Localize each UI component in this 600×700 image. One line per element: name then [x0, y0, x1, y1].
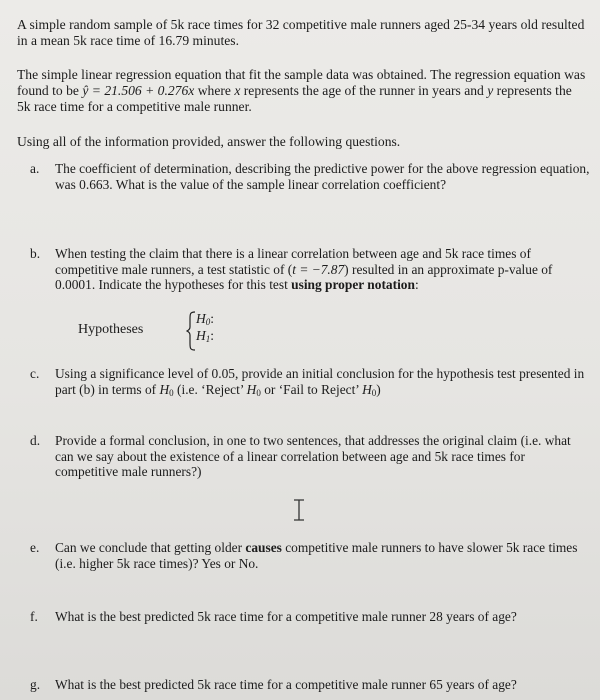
test-statistic: t = −7.87: [292, 261, 345, 277]
question-e-letter: e.: [30, 540, 40, 555]
var-y: y: [487, 83, 494, 98]
question-b-text: When testing the claim that there is a linear correlation between age and 5k race times of competitive male runners, a test statistic of (t = −7.87) resulted in an approximate p-value of 0.0001. Indicate the hypotheses for this test using proper notation:: [55, 246, 553, 293]
question-g-letter: g.: [30, 677, 41, 692]
h0-null-hypothesis: $H_0$:: [196, 311, 215, 327]
intro-text-2b: where: [194, 83, 235, 98]
question-a-letter: a.: [30, 161, 40, 176]
intro-text-3: Using all of the information provided, answer the following questions.: [17, 134, 401, 149]
intro-paragraph-1: [17, 17, 587, 49]
intro-text-2d: represents the 5k race time for a competitive male runner.: [17, 83, 572, 114]
question-f-letter: f.: [30, 609, 38, 624]
bold-proper-notation: using proper notation: [291, 277, 415, 293]
question-c-letter: c.: [30, 366, 40, 381]
question-f-text: What is the best predicted 5k race time for a competitive male runner 28 years of age?: [55, 609, 517, 624]
intro-paragraph-3: [17, 134, 587, 150]
intro-text-1: A simple random sample of 5k race times for 32 competitive male runners aged 25-34 years old resulted in a mean 5k race time of 16.79 minutes.: [17, 17, 585, 48]
text-cursor-icon: [292, 499, 306, 521]
question-a-text: The coefficient of determination, describing the predictive power for the above regression equation, was 0.663. What is the value of the sample linear correlation coefficient?: [55, 161, 590, 192]
question-c-text: Using a significance level of 0.05, provide an initial conclusion for the hypothesis test presented in part (b) in terms of $H_0$ (i.e. ‘Reject’ $H_0$ or ‘Fail to Reject’ $H_0$): [55, 366, 585, 398]
question-e-text: Can we conclude that getting older causes competitive male runners to have slower 5k race times (i.e. higher 5k race times)? Yes or No.: [55, 540, 578, 571]
question-d-text: Provide a formal conclusion, in one to two sentences, that addresses the original claim (i.e. what can we say about the existence of a linear correlation between age and 5k race times for competitive male runners?): [55, 433, 571, 480]
question-d-letter: d.: [30, 433, 41, 448]
bold-causes: causes: [245, 540, 282, 555]
intro-text-2a: The simple linear regression equation that fit the sample data was obtained. The regression equation was found to be: [17, 67, 586, 98]
regression-equation: ŷ = 21.506 + 0.276x: [82, 83, 195, 98]
question-b-letter: b.: [30, 246, 41, 261]
intro-paragraph-2: [17, 67, 587, 115]
var-x: x: [234, 83, 241, 98]
intro-text-2c: represents the age of the runner in years and: [240, 83, 488, 98]
hypotheses-label: Hypotheses: [78, 322, 144, 337]
h1-alternative-hypothesis: $H_1$:: [196, 328, 215, 344]
question-g-text: What is the best predicted 5k race time for a competitive male runner 65 years of age?: [55, 677, 517, 692]
